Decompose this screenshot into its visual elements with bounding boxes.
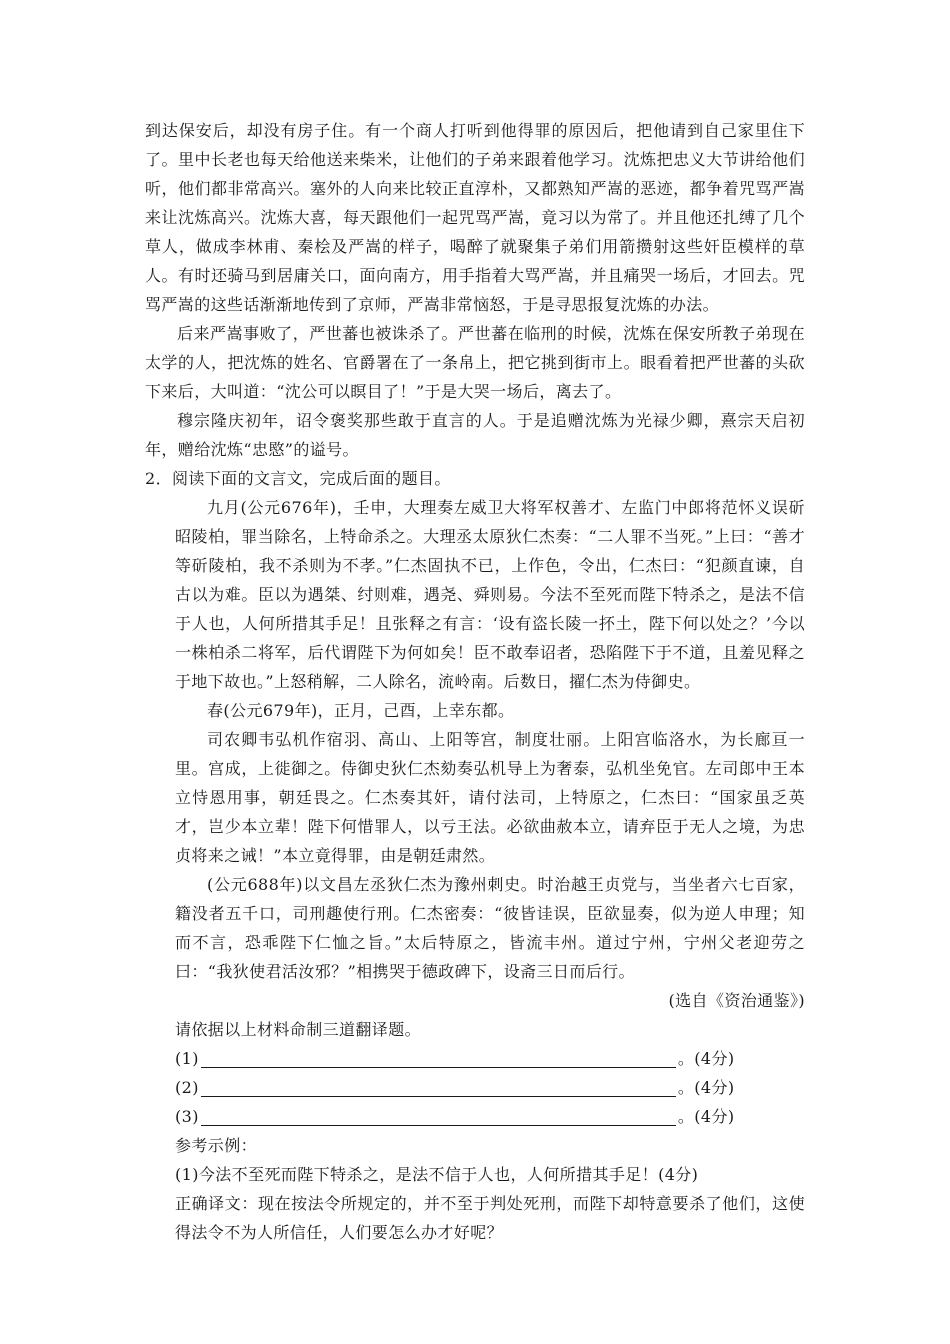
translation-paragraph-2: 后来严嵩事败了，严世蕃也被诛杀了。严世蕃在临刑的时候，沈炼在保安所教子弟现在太学的人，把沈炼的姓名、官爵署在了一条帛上，把它挑到街市上。眼看着把严世蕃的头砍下来后，大叫道：“沈公可以瞑目了！”于是大哭一场后，离去了。 [145,324,805,401]
question-2-heading: 2．阅读下面的文言文，完成后面的题目。 [145,469,451,488]
blank-underline[interactable] [201,1076,676,1097]
passage-paragraph-1: 九月(公元676年)，壬申，大理奏左威卫大将军权善才、左监门中郎将范怀义误斫昭陵柏，罪当除名，上特命杀之。大理丞太原狄仁杰奏：“二人罪不当死。”上曰：“善才等斫陵柏，我不杀则为不孝。”仁杰固执不已，上作色，令出，仁杰曰：“犯颜直谏，自古以为难。臣以为遇桀、纣则难，遇尧、舜则易。今法不至死而陛下特杀之，是法不信于人也，人何所措其手足！且张释之有言：‘设有盗长陵一抔土，陛下何以处之？’今以一株柏杀二将军，后代谓陛下为何如矣！臣不敢奉诏者，恐陷陛下于不道，且羞见释之于地下故也。”上怒稍解，二人除名，流岭南。后数日，擢仁杰为侍御史。 [175,498,805,691]
classical-passage [145,493,805,986]
blank-number: (3) [175,1107,199,1126]
reference-label: 参考示例： [175,1136,258,1155]
translation-paragraph-3: 穆宗隆庆初年，诏令褒奖那些敢于直言的人。于是追赠沈炼为光禄少卿，熹宗天启初年，赠给沈炼“忠愍”的谥号。 [145,411,805,459]
passage-paragraph-3: 司农卿韦弘机作宿羽、高山、上阳等宫，制度壮丽。上阳宫临洛水，为长廊亘一里。宫成，上徙御之。侍御史狄仁杰劾奏弘机导上为奢泰，弘机坐免官。左司郎中王本立恃恩用事，朝廷畏之。仁杰奏其奸，请付法司，上特原之，仁杰曰：“国家虽乏英才，岂少本立辈！陛下何惜罪人，以亏王法。必欲曲赦本立，请弃臣于无人之境，为忠贞将来之诫！”本立竟得罪，由是朝廷肃然。 [175,730,805,865]
blank-number: (2) [175,1078,199,1097]
blank-underline[interactable] [201,1047,676,1068]
blank-underline[interactable] [201,1105,676,1126]
blank-points: 。(4分) [677,1078,735,1097]
passage-paragraph-2: 春(公元679年)，正月，己酉，上幸东都。 [207,701,515,720]
answer-blank-2[interactable] [175,1073,805,1102]
answer-blank-3[interactable] [175,1102,805,1131]
passage-source: (选自《资治通鉴》) [668,991,805,1010]
correct-translation: 正确译文：现在按法令所规定的，并不至于判处死刑，而陛下却特意要杀了他们，这使得法令不为人所信任，人们要怎么办才好呢？ [175,1194,805,1242]
question-instruction: 请依据以上材料命制三道翻译题。 [175,1020,422,1039]
answer-blank-1[interactable] [175,1044,805,1073]
passage-paragraph-4: (公元688年)以文昌左丞狄仁杰为豫州刺史。时治越王贞党与，当坐者六七百家，籍没者五千口，司刑趣使行刑。仁杰密奏：“彼皆诖误，臣欲显奏，似为逆人申理；知而不言，恐乖陛下仁恤之旨。”太后特原之，皆流丰州。道过宁州，宁州父老迎劳之曰：“我狄使君活汝邪？”相携哭于德政碑下，设斋三日而后行。 [175,875,805,981]
example-sentence: (1)今法不至死而陛下特杀之，是法不信于人也，人何所措其手足！(4分) [175,1165,699,1184]
document-body [145,116,805,1247]
blank-points: 。(4分) [677,1107,735,1126]
translation-paragraph-1: 到达保安后，却没有房子住。有一个商人打听到他得罪的原因后，把他请到自己家里住下了。里中长老也每天给他送来柴米，让他们的子弟来跟着他学习。沈炼把忠义大节讲给他们听，他们都非常高兴。塞外的人向来比较正直淳朴，又都熟知严嵩的恶迹，都争着咒骂严嵩来让沈炼高兴。沈炼大喜，每天跟他们一起咒骂严嵩，竟习以为常了。并且他还扎缚了几个草人，做成李林甫、秦桧及严嵩的样子，喝醉了就聚集子弟们用箭攒射这些奸臣模样的草人。有时还骑马到居庸关口，面向南方，用手指着大骂严嵩，并且痛哭一场后，才回去。咒骂严嵩的这些话渐渐地传到了京师，严嵩非常恼怒，于是寻思报复沈炼的办法。 [145,121,805,314]
question-2-answer-area [145,1015,805,1247]
blank-points: 。(4分) [677,1049,735,1068]
blank-number: (1) [175,1049,199,1068]
